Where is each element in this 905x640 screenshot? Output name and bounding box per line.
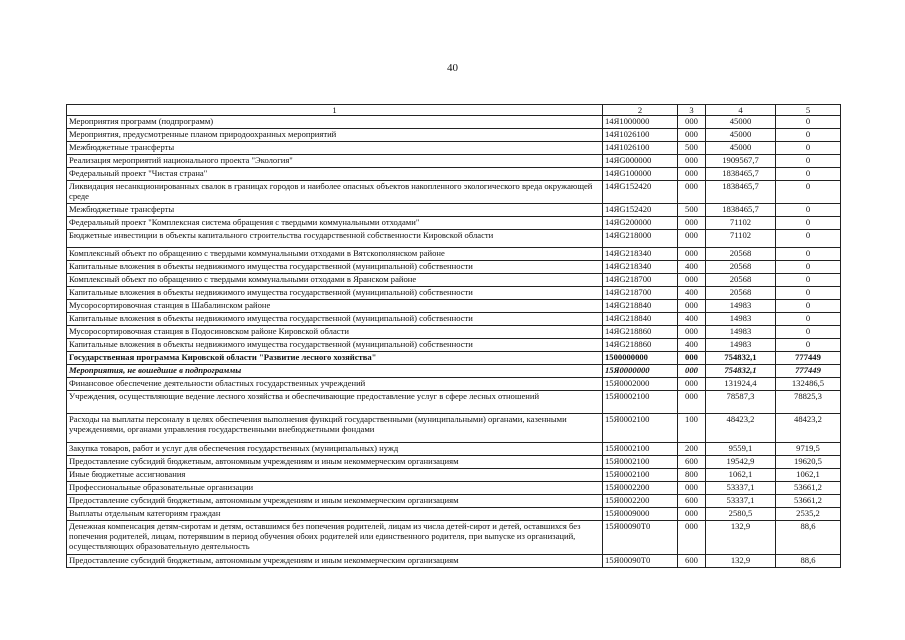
table-row <box>67 508 841 521</box>
row-name-cell: Межбюджетные трансферты <box>67 204 603 217</box>
row-type-cell: 600 <box>678 555 706 568</box>
table-row <box>67 555 841 568</box>
row-value-2020-cell: 45000 <box>706 129 776 142</box>
table-row <box>67 116 841 129</box>
row-value-2021-cell: 0 <box>776 155 841 168</box>
budget-table <box>66 104 841 568</box>
row-code-cell: 15Я0002200 <box>603 495 678 508</box>
row-code-cell: 14ЯG200000 <box>603 217 678 230</box>
row-value-2020-cell: 1838465,7 <box>706 204 776 217</box>
table-row <box>67 261 841 274</box>
row-value-2021-cell: 0 <box>776 217 841 230</box>
row-value-2020-cell: 2580,5 <box>706 508 776 521</box>
row-type-cell: 000 <box>678 230 706 248</box>
table-row <box>67 339 841 352</box>
row-value-2020-cell: 1062,1 <box>706 469 776 482</box>
row-type-cell: 000 <box>678 248 706 261</box>
row-value-2021-cell: 48423,2 <box>776 414 841 443</box>
row-type-cell: 000 <box>678 129 706 142</box>
row-value-2021-cell: 777449 <box>776 365 841 378</box>
row-type-cell: 000 <box>678 365 706 378</box>
row-type-cell: 500 <box>678 142 706 155</box>
row-name-cell: Межбюджетные трансферты <box>67 142 603 155</box>
row-code-cell: 15Я0002100 <box>603 469 678 482</box>
row-type-cell: 000 <box>678 217 706 230</box>
row-code-cell: 14ЯG218840 <box>603 300 678 313</box>
row-value-2021-cell: 0 <box>776 248 841 261</box>
row-code-cell: 15Я0000000 <box>603 365 678 378</box>
row-value-2020-cell: 1909567,7 <box>706 155 776 168</box>
row-name-cell: Профессиональные образовательные организации <box>67 482 603 495</box>
row-type-cell: 000 <box>678 116 706 129</box>
row-code-cell: 14Я1026100 <box>603 129 678 142</box>
table-row <box>67 129 841 142</box>
row-code-cell: 14ЯG152420 <box>603 204 678 217</box>
row-value-2021-cell: 0 <box>776 287 841 300</box>
table-header-row <box>67 105 841 116</box>
row-code-cell: 14Я1026100 <box>603 142 678 155</box>
table-row <box>67 482 841 495</box>
row-code-cell: 14ЯG000000 <box>603 155 678 168</box>
row-value-2020-cell: 14983 <box>706 326 776 339</box>
row-code-cell: 14ЯG218700 <box>603 287 678 300</box>
row-value-2021-cell: 2535,2 <box>776 508 841 521</box>
row-name-cell: Предоставление субсидий бюджетным, автономным учреждениям и иным некоммерческим организациям <box>67 555 603 568</box>
row-type-cell: 000 <box>678 521 706 555</box>
row-name-cell: Предоставление субсидий бюджетным, автономным учреждениям и иным некоммерческим организациям <box>67 495 603 508</box>
row-type-cell: 400 <box>678 261 706 274</box>
row-name-cell: Государственная программа Кировской области "Развитие лесного хозяйства" <box>67 352 603 365</box>
row-type-cell: 000 <box>678 181 706 204</box>
row-code-cell: 15Я00090Т0 <box>603 555 678 568</box>
row-value-2020-cell: 71102 <box>706 230 776 248</box>
row-name-cell: Бюджетные инвестиции в объекты капитального строительства государственной собственности Кировской области <box>67 230 603 248</box>
row-code-cell: 1500000000 <box>603 352 678 365</box>
row-code-cell: 14ЯG218840 <box>603 313 678 326</box>
row-value-2021-cell: 9719,5 <box>776 443 841 456</box>
table-row <box>67 155 841 168</box>
row-type-cell: 000 <box>678 326 706 339</box>
row-value-2021-cell: 53661,2 <box>776 495 841 508</box>
row-value-2021-cell: 78825,3 <box>776 391 841 414</box>
table-row <box>67 300 841 313</box>
row-name-cell: Федеральный проект "Комплексная система обращения с твердыми коммунальными отходами" <box>67 217 603 230</box>
row-value-2020-cell: 71102 <box>706 217 776 230</box>
row-value-2021-cell: 0 <box>776 300 841 313</box>
row-type-cell: 000 <box>678 352 706 365</box>
row-value-2020-cell: 19542,9 <box>706 456 776 469</box>
table-row <box>67 521 841 555</box>
row-code-cell: 14ЯG218700 <box>603 274 678 287</box>
header-cell: 4 <box>706 105 776 116</box>
row-code-cell: 15Я0002100 <box>603 414 678 443</box>
table-row <box>67 287 841 300</box>
row-code-cell: 14ЯG218860 <box>603 326 678 339</box>
row-code-cell: 15Я00090Т0 <box>603 521 678 555</box>
row-code-cell: 15Я0002100 <box>603 443 678 456</box>
row-name-cell: Мусоросортировочная станция в Подосиновском районе Кировской области <box>67 326 603 339</box>
row-value-2021-cell: 0 <box>776 339 841 352</box>
row-name-cell: Капитальные вложения в объекты недвижимого имущества государственной (муниципальной) собственности <box>67 313 603 326</box>
row-type-cell: 000 <box>678 300 706 313</box>
row-code-cell: 15Я0009000 <box>603 508 678 521</box>
row-value-2020-cell: 45000 <box>706 142 776 155</box>
row-code-cell: 15Я0002200 <box>603 482 678 495</box>
row-code-cell: 15Я0002100 <box>603 391 678 414</box>
row-value-2020-cell: 45000 <box>706 116 776 129</box>
row-name-cell: Реализация мероприятий национального проекта "Экология" <box>67 155 603 168</box>
row-name-cell: Капитальные вложения в объекты недвижимого имущества государственной (муниципальной) собственности <box>67 287 603 300</box>
row-value-2021-cell: 0 <box>776 181 841 204</box>
table-row <box>67 378 841 391</box>
row-type-cell: 800 <box>678 469 706 482</box>
row-type-cell: 000 <box>678 482 706 495</box>
header-cell: 3 <box>678 105 706 116</box>
row-type-cell: 400 <box>678 287 706 300</box>
row-value-2021-cell: 0 <box>776 261 841 274</box>
row-name-cell: Расходы на выплаты персоналу в целях обеспечения выполнения функций государственными (муниципальными) органами, казенными учреждениями, органами управления государственными внебюджетными фондами <box>67 414 603 443</box>
row-value-2020-cell: 20568 <box>706 248 776 261</box>
table-row <box>67 443 841 456</box>
table-row <box>67 248 841 261</box>
row-value-2020-cell: 1838465,7 <box>706 181 776 204</box>
row-value-2021-cell: 777449 <box>776 352 841 365</box>
row-value-2021-cell: 53661,2 <box>776 482 841 495</box>
table-row <box>67 142 841 155</box>
row-name-cell: Мусоросортировочная станция в Шабалинском районе <box>67 300 603 313</box>
header-cell: 2 <box>603 105 678 116</box>
row-name-cell: Мероприятия программ (подпрограмм) <box>67 116 603 129</box>
row-type-cell: 000 <box>678 168 706 181</box>
row-name-cell: Капитальные вложения в объекты недвижимого имущества государственной (муниципальной) собственности <box>67 261 603 274</box>
row-value-2021-cell: 0 <box>776 116 841 129</box>
row-value-2020-cell: 53337,1 <box>706 482 776 495</box>
row-type-cell: 200 <box>678 443 706 456</box>
row-name-cell: Предоставление субсидий бюджетным, автономным учреждениям и иным некоммерческим организациям <box>67 456 603 469</box>
row-name-cell: Выплаты отдельным категориям граждан <box>67 508 603 521</box>
table-row <box>67 204 841 217</box>
row-code-cell: 14Я1000000 <box>603 116 678 129</box>
row-value-2021-cell: 0 <box>776 326 841 339</box>
row-name-cell: Комплексный объект по обращению с твердыми коммунальными отходами в Вятскополянском районе <box>67 248 603 261</box>
row-code-cell: 15Я0002100 <box>603 456 678 469</box>
row-value-2021-cell: 0 <box>776 204 841 217</box>
row-value-2021-cell: 0 <box>776 230 841 248</box>
row-value-2021-cell: 0 <box>776 142 841 155</box>
table-row <box>67 414 841 443</box>
row-value-2021-cell: 0 <box>776 129 841 142</box>
row-type-cell: 600 <box>678 456 706 469</box>
row-type-cell: 600 <box>678 495 706 508</box>
row-type-cell: 400 <box>678 313 706 326</box>
table-row <box>67 469 841 482</box>
table-row <box>67 352 841 365</box>
row-name-cell: Ликвидация несанкционированных свалок в границах городов и наиболее опасных объектов накопленного экологического вреда окружающей среде <box>67 181 603 204</box>
row-code-cell: 14ЯG218340 <box>603 248 678 261</box>
row-type-cell: 100 <box>678 414 706 443</box>
row-code-cell: 14ЯG152420 <box>603 181 678 204</box>
row-type-cell: 000 <box>678 508 706 521</box>
row-code-cell: 14ЯG218340 <box>603 261 678 274</box>
row-type-cell: 000 <box>678 274 706 287</box>
row-value-2020-cell: 48423,2 <box>706 414 776 443</box>
row-value-2020-cell: 14983 <box>706 313 776 326</box>
row-type-cell: 000 <box>678 391 706 414</box>
row-value-2021-cell: 0 <box>776 168 841 181</box>
row-value-2021-cell: 0 <box>776 274 841 287</box>
row-type-cell: 000 <box>678 155 706 168</box>
table-row <box>67 326 841 339</box>
table-row <box>67 456 841 469</box>
row-name-cell: Капитальные вложения в объекты недвижимого имущества государственной (муниципальной) собственности <box>67 339 603 352</box>
table-row <box>67 230 841 248</box>
header-cell: 1 <box>67 105 603 116</box>
row-name-cell: Финансовое обеспечение деятельности областных государственных учреждений <box>67 378 603 391</box>
row-value-2020-cell: 132,9 <box>706 521 776 555</box>
row-name-cell: Мероприятия, не вошедшие в подпрограммы <box>67 365 603 378</box>
row-value-2020-cell: 78587,3 <box>706 391 776 414</box>
row-value-2020-cell: 14983 <box>706 339 776 352</box>
table-row <box>67 391 841 414</box>
row-value-2020-cell: 14983 <box>706 300 776 313</box>
row-value-2020-cell: 53337,1 <box>706 495 776 508</box>
row-value-2021-cell: 88,6 <box>776 521 841 555</box>
row-type-cell: 500 <box>678 204 706 217</box>
row-value-2021-cell: 19620,5 <box>776 456 841 469</box>
row-value-2020-cell: 20568 <box>706 261 776 274</box>
row-value-2020-cell: 1838465,7 <box>706 168 776 181</box>
table-row <box>67 274 841 287</box>
row-name-cell: Мероприятия, предусмотренные планом природоохранных мероприятий <box>67 129 603 142</box>
row-code-cell: 14ЯG218000 <box>603 230 678 248</box>
row-value-2020-cell: 754832,1 <box>706 365 776 378</box>
row-value-2020-cell: 131924,4 <box>706 378 776 391</box>
row-code-cell: 14ЯG100000 <box>603 168 678 181</box>
row-value-2021-cell: 132486,5 <box>776 378 841 391</box>
row-value-2021-cell: 1062,1 <box>776 469 841 482</box>
row-name-cell: Закупка товаров, работ и услуг для обеспечения государственных (муниципальных) нужд <box>67 443 603 456</box>
row-value-2020-cell: 132,9 <box>706 555 776 568</box>
header-cell: 5 <box>776 105 841 116</box>
table-row <box>67 313 841 326</box>
table-row <box>67 217 841 230</box>
row-name-cell: Иные бюджетные ассигнования <box>67 469 603 482</box>
table-row <box>67 365 841 378</box>
row-value-2021-cell: 88,6 <box>776 555 841 568</box>
row-type-cell: 400 <box>678 339 706 352</box>
table-row <box>67 495 841 508</box>
row-code-cell: 14ЯG218860 <box>603 339 678 352</box>
row-name-cell: Учреждения, осуществляющие ведение лесного хозяйства и обеспечивающие предоставление услуг в сфере лесных отношений <box>67 391 603 414</box>
row-value-2020-cell: 20568 <box>706 274 776 287</box>
row-value-2020-cell: 9559,1 <box>706 443 776 456</box>
row-name-cell: Денежная компенсация детям-сиротам и детям, оставшимся без попечения родителей, лицам из числа детей-сирот и детей, оставшихся без попечения родителей, лицам, потерявшим в период обучения обоих родителей или единственного родителя, при выпуске из организаций, осуществляющих образовательную деятельность <box>67 521 603 555</box>
row-value-2021-cell: 0 <box>776 313 841 326</box>
row-code-cell: 15Я0002000 <box>603 378 678 391</box>
row-name-cell: Комплексный объект по обращению с твердыми коммунальными отходами в Яранском районе <box>67 274 603 287</box>
table-row <box>67 168 841 181</box>
table-row <box>67 181 841 204</box>
row-name-cell: Федеральный проект "Чистая страна" <box>67 168 603 181</box>
row-value-2020-cell: 20568 <box>706 287 776 300</box>
page-number: 40 <box>447 62 458 74</box>
row-value-2020-cell: 754832,1 <box>706 352 776 365</box>
row-type-cell: 000 <box>678 378 706 391</box>
